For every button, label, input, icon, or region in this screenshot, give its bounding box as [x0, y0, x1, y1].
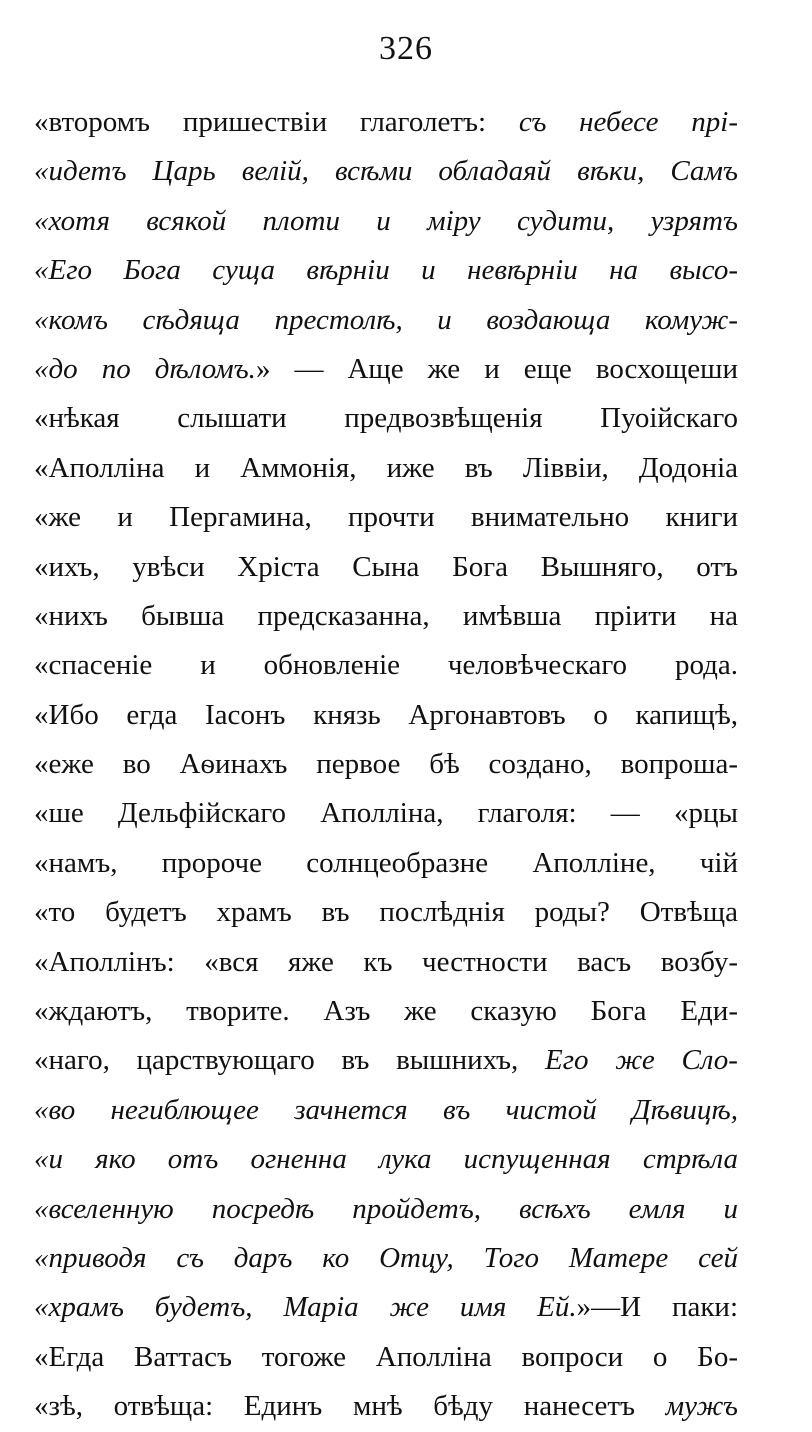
text-line: [34, 543, 738, 592]
text-line: [34, 1283, 738, 1332]
text-line: [34, 296, 738, 345]
italic-text-segment: «во негиблющее зачнется въ чистой Дѣвицѣ,: [34, 1093, 738, 1126]
text-line: [34, 444, 738, 493]
text-segment: «намъ, пророче солнцеобразне Аполліне, чій: [34, 846, 738, 879]
italic-text-segment: «комъ сѣдяща престолѣ, и воздающа комуж-: [34, 303, 738, 336]
text-line: [34, 641, 738, 690]
text-line: [34, 1333, 738, 1382]
text-segment: «нихъ бывша предсказанна, имѣвша пріити на: [34, 599, 738, 632]
text-segment: «то будетъ храмъ въ послѣднія роды? Отвѣща: [34, 896, 738, 929]
text-segment: «Аполліна и Аммонія, иже въ Ліввіи, Додоніа: [34, 451, 738, 484]
text-segment: «ихъ, увѣси Хріста Сына Бога Вышняго, отъ: [34, 550, 738, 583]
text-line: [34, 789, 738, 838]
text-segment: «Ибо егда Іасонъ князь Аргонавтовъ о капищѣ,: [34, 698, 738, 731]
text-segment: «Егда Ваттасъ тогоже Аполліна вопроси о Бо-: [34, 1340, 738, 1373]
text-segment: «наго, царствующаго въ вышнихъ,: [34, 1044, 546, 1077]
body-text: [34, 98, 738, 1432]
text-line: [34, 740, 738, 789]
text-line: [34, 839, 738, 888]
italic-text-segment: «вселенную посредѣ пройдетъ, всѣхъ емля и: [34, 1192, 738, 1225]
text-line: [34, 246, 738, 295]
text-line: [34, 1234, 738, 1283]
text-line: [34, 394, 738, 443]
italic-text-segment: съ небесе прі-: [518, 106, 738, 138]
text-line: [34, 987, 738, 1036]
text-segment: «же и Пергамина, прочти внимательно книги: [34, 501, 738, 534]
page-number: 326: [379, 30, 433, 67]
italic-text-segment: «приводя съ даръ ко Отцу, Того Матере сей: [34, 1241, 738, 1274]
text-line: [34, 197, 738, 246]
text-segment: «зѣ, отвѣща: Единъ мнѣ бѣду нанесетъ: [34, 1390, 666, 1423]
text-segment: » — Аще же и еще восхощеши: [255, 352, 738, 385]
text-segment: «второмъ пришествіи глаголетъ:: [34, 106, 519, 138]
text-line: [34, 147, 738, 196]
text-line: [34, 1086, 738, 1135]
text-line: [34, 592, 738, 641]
text-line: [34, 1185, 738, 1234]
text-line: [34, 1135, 738, 1184]
italic-text-segment: Его же Сло-: [545, 1044, 738, 1077]
text-line: [34, 345, 738, 394]
text-line: [34, 888, 738, 937]
text-segment: «ждаютъ, творите. Азъ же сказую Бога Еди-: [34, 995, 738, 1028]
italic-text-segment: «и яко отъ огненна лука испущенная стрѣла: [34, 1143, 738, 1176]
text-segment: «нѣкая слышати предвозвѣщенія Пуоійскаго: [34, 402, 738, 435]
italic-text-segment: «Его Бога суща вѣрніи и невѣрніи на высо-: [34, 254, 738, 287]
text-line: [34, 1382, 738, 1431]
italic-text-segment: «идетъ Царь велій, всѣми обладаяй вѣки, Самъ: [34, 155, 738, 188]
text-line: [34, 98, 738, 147]
text-line: [34, 1036, 738, 1085]
text-line: [34, 938, 738, 987]
text-segment: «еже во Аѳинахъ первое бѣ создано, вопроша-: [34, 748, 738, 781]
text-segment: «Аполлінъ: «вся яже къ честности васъ возбу-: [34, 945, 738, 978]
italic-text-segment: «до по дѣломъ.: [34, 352, 256, 385]
italic-text-segment: мужъ: [665, 1390, 738, 1423]
text-segment: «ше Дельфійскаго Аполліна, глаголя: — «рцы: [34, 797, 738, 830]
text-line: [34, 493, 738, 542]
italic-text-segment: «храмъ будетъ, Маріа же имя Ей.: [34, 1291, 577, 1324]
italic-text-segment: «хотя всякой плоти и міру судити, узрятъ: [34, 204, 738, 237]
text-segment: »—И паки:: [576, 1291, 738, 1324]
text-line: [34, 691, 738, 740]
text-segment: «спасеніе и обновленіе человѣческаго рода.: [34, 649, 738, 682]
